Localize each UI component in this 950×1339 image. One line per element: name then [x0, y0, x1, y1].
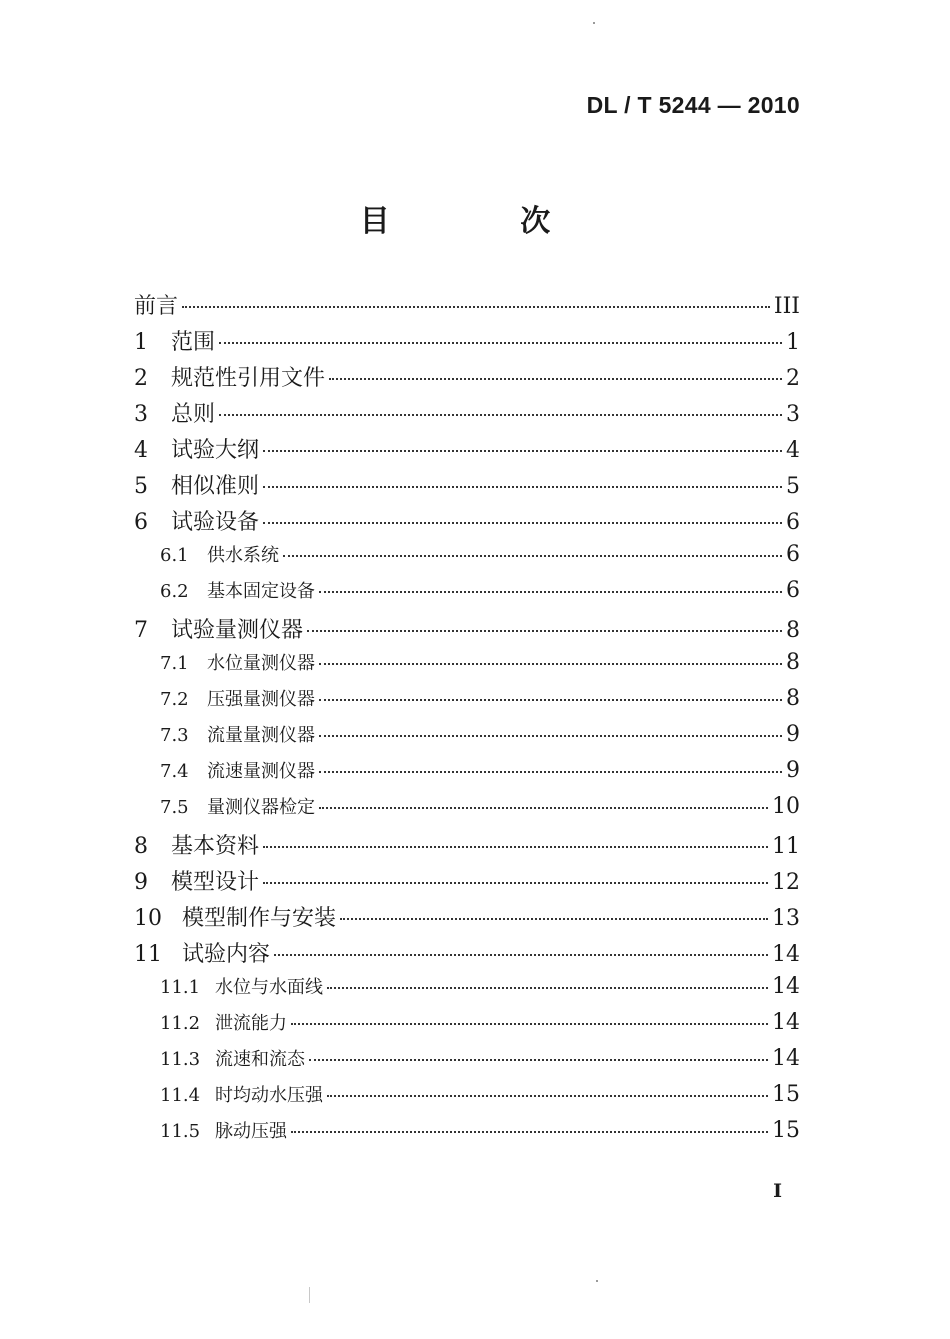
toc-entry-page: 9 — [786, 758, 800, 783]
toc-entry-page: 12 — [772, 870, 800, 895]
dot-leader — [327, 1095, 768, 1097]
toc-entry-number: 3 — [134, 402, 148, 427]
toc-subentry[interactable] — [134, 721, 800, 757]
toc-entry-number: 6.1 — [160, 545, 189, 566]
dot-leader — [291, 1131, 768, 1133]
toc-entry[interactable] — [134, 433, 800, 469]
toc-entry-label: 试验内容 — [182, 942, 271, 967]
dot-leader — [319, 771, 782, 773]
toc-entry-number: 9 — [134, 870, 148, 895]
toc-entry-number: 11.2 — [160, 1013, 201, 1034]
dot-leader — [274, 954, 768, 956]
toc-subentry[interactable] — [134, 757, 800, 793]
dot-leader — [319, 663, 782, 665]
toc-entry-page: 4 — [786, 438, 800, 463]
toc-entry-number: 11.1 — [160, 977, 201, 998]
toc-entry-label: 基本固定设备 — [207, 581, 315, 602]
toc-subentry[interactable] — [134, 649, 800, 685]
toc-subentry[interactable] — [134, 1081, 800, 1117]
scan-speck — [596, 1280, 598, 1282]
toc-entry[interactable] — [134, 865, 800, 901]
toc-entry-label: 模型制作与安装 — [182, 906, 337, 931]
toc-entry-number: 7 — [134, 618, 148, 643]
toc-entry-page: 9 — [786, 722, 800, 747]
toc-entry-label: 流速量测仪器 — [207, 761, 315, 782]
toc-entry-label: 基本资料 — [171, 834, 260, 859]
toc-entry-label: 水位与水面线 — [215, 977, 323, 998]
toc-entry-page: 14 — [772, 942, 800, 967]
toc-entry-page: 2 — [786, 366, 800, 391]
toc-entry-label: 规范性引用文件 — [171, 366, 326, 391]
scan-speck — [593, 22, 595, 24]
document-code: DL / T 5244 — 2010 — [586, 92, 800, 118]
toc-entry-page: 8 — [786, 686, 800, 711]
dot-leader — [340, 918, 768, 920]
toc-subentry[interactable] — [134, 1117, 800, 1153]
toc-entry-page: 8 — [786, 650, 800, 675]
toc-entry-number: 5 — [134, 474, 148, 499]
toc-entry-label: 时均动水压强 — [215, 1085, 323, 1106]
toc-subentry[interactable] — [134, 541, 800, 577]
toc-entry-page: 11 — [772, 834, 800, 859]
dot-leader — [319, 699, 782, 701]
toc-entry-number: 7.1 — [160, 653, 189, 674]
toc-entry-label: 压强量测仪器 — [207, 689, 315, 710]
toc-entry-label: 流量量测仪器 — [207, 725, 315, 746]
toc-entry-number: 1 — [134, 330, 148, 355]
toc-entry[interactable] — [134, 361, 800, 397]
table-of-contents — [134, 289, 800, 1153]
toc-entry-label: 脉动压强 — [215, 1121, 287, 1142]
toc-entry[interactable] — [134, 505, 800, 541]
dot-leader — [219, 342, 782, 344]
toc-entry-label: 前言 — [134, 294, 179, 319]
dot-leader — [263, 522, 782, 524]
toc-entry-page: III — [773, 294, 800, 319]
toc-entry-page: 6 — [786, 510, 800, 535]
toc-entry-label: 范围 — [171, 330, 216, 355]
toc-entry-label: 量测仪器检定 — [207, 797, 315, 818]
toc-entry-label: 试验大纲 — [171, 438, 260, 463]
toc-subentry[interactable] — [134, 1045, 800, 1081]
toc-entry-page: 6 — [786, 542, 800, 567]
toc-subentry[interactable] — [134, 973, 800, 1009]
toc-entry[interactable] — [134, 829, 800, 865]
dot-leader — [283, 555, 782, 557]
toc-entry-label: 相似准则 — [171, 474, 260, 499]
toc-entry-label: 水位量测仪器 — [207, 653, 315, 674]
dot-leader — [319, 735, 782, 737]
toc-entry-page: 3 — [786, 402, 800, 427]
toc-entry-label: 试验量测仪器 — [171, 618, 304, 643]
toc-entry[interactable] — [134, 325, 800, 361]
toc-entry-number: 4 — [134, 438, 148, 463]
dot-leader — [309, 1059, 768, 1061]
toc-entry-label: 模型设计 — [171, 870, 260, 895]
dot-leader — [263, 486, 782, 488]
toc-entry-number: 11.3 — [160, 1049, 201, 1070]
dot-leader — [307, 630, 782, 632]
toc-entry-label: 泄流能力 — [215, 1013, 287, 1034]
toc-entry-label: 试验设备 — [171, 510, 260, 535]
toc-entry-number: 7.3 — [160, 725, 189, 746]
toc-entry-page: 6 — [786, 578, 800, 603]
toc-subentry[interactable] — [134, 685, 800, 721]
toc-entry-page: 13 — [772, 906, 800, 931]
toc-entry-page: 1 — [786, 330, 800, 355]
toc-entry-label: 供水系统 — [207, 545, 279, 566]
toc-entry-number: 11 — [134, 942, 162, 967]
toc-entry-page: 10 — [772, 794, 800, 819]
dot-leader — [263, 882, 768, 884]
page-number: I — [773, 1180, 782, 1202]
dot-leader — [219, 414, 782, 416]
dot-leader — [319, 807, 768, 809]
dot-leader — [329, 378, 782, 380]
toc-entry-number: 10 — [134, 906, 162, 931]
toc-entry[interactable] — [134, 289, 800, 325]
toc-entry[interactable] — [134, 469, 800, 505]
toc-subentry[interactable] — [134, 577, 800, 613]
toc-entry-number: 11.4 — [160, 1085, 201, 1106]
toc-entry-number: 2 — [134, 366, 148, 391]
toc-entry[interactable] — [134, 397, 800, 433]
toc-entry-number: 6 — [134, 510, 148, 535]
toc-entry[interactable] — [134, 613, 800, 649]
toc-entry[interactable] — [134, 937, 800, 973]
toc-subentry[interactable] — [134, 1009, 800, 1045]
toc-entry-page: 14 — [772, 1046, 800, 1071]
toc-entry-number: 7.2 — [160, 689, 189, 710]
toc-title: 目 次 — [359, 204, 611, 239]
toc-entry-label: 流速和流态 — [215, 1049, 305, 1070]
toc-entry-number: 7.5 — [160, 797, 189, 818]
toc-entry-page: 5 — [786, 474, 800, 499]
toc-entry-page: 14 — [772, 1010, 800, 1035]
toc-entry-number: 6.2 — [160, 581, 189, 602]
toc-entry-number: 8 — [134, 834, 148, 859]
dot-leader — [182, 306, 770, 308]
dot-leader — [327, 987, 768, 989]
dot-leader — [291, 1023, 768, 1025]
toc-entry-label: 总则 — [171, 402, 216, 427]
toc-entry-page: 8 — [786, 618, 800, 643]
toc-entry-page: 14 — [772, 974, 800, 999]
scan-line-mark — [309, 1287, 310, 1303]
toc-entry-page: 15 — [772, 1082, 800, 1107]
toc-entry-page: 15 — [772, 1118, 800, 1143]
toc-subentry[interactable] — [134, 793, 800, 829]
dot-leader — [319, 591, 782, 593]
toc-entry-number: 7.4 — [160, 761, 189, 782]
toc-entry[interactable] — [134, 901, 800, 937]
dot-leader — [263, 450, 782, 452]
dot-leader — [263, 846, 768, 848]
toc-entry-number: 11.5 — [160, 1121, 201, 1142]
